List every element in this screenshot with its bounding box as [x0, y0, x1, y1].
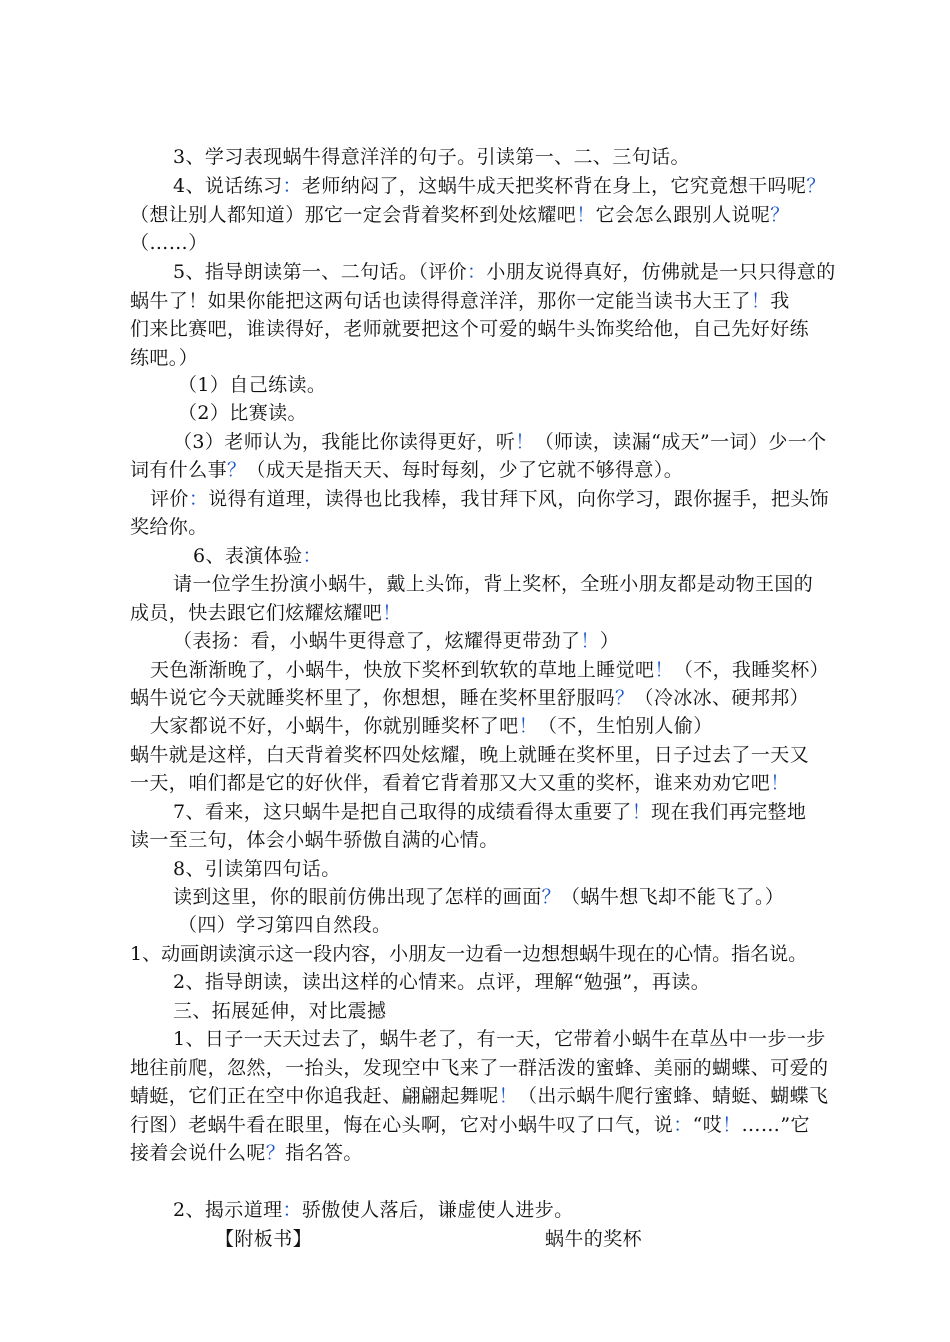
- text-line-7: 们来比赛吧，谁读得好，老师就要把这个可爱的蜗牛头饰奖给他，自己先好好练: [130, 318, 810, 340]
- text-line-23: 一天，咱们都是它的好伙伴，看着它背着那又大又重的奖杯，谁来劝劝它吧！: [130, 772, 790, 794]
- text-line-36: 接着会说什么呢？指名答。: [130, 1142, 363, 1164]
- text-line-33: 地往前爬，忽然，一抬头，发现空中飞来了一群活泼的蜜蜂、美丽的蝴蝶、可爱的: [130, 1057, 829, 1079]
- text-line-18: （表扬：看，小蜗牛更得意了，炫耀得更带劲了！）: [173, 630, 620, 652]
- text-line-27: 读到这里，你的眼前仿佛出现了怎样的画面？（蜗牛想飞却不能飞了。）: [173, 886, 785, 908]
- text-line-20: 蜗牛说它今天就睡奖杯里了，你想想，睡在奖杯里舒服吗？（冷冰冰、硬邦邦）: [130, 687, 810, 709]
- text-line-16: 请一位学生扮演小蜗牛，戴上头饰，背上奖杯，全班小朋友都是动物王国的: [173, 573, 814, 595]
- text-line-12: 词有什么事？（成天是指天天、每时每刻，少了它就不够得意）。: [130, 459, 684, 481]
- board-label: 【附板书】: [215, 1228, 313, 1250]
- board-title: 蜗牛的奖杯: [545, 1228, 643, 1250]
- text-line-4: （……）: [130, 232, 208, 254]
- text-line-26: 8、引读第四句话。: [173, 858, 341, 880]
- text-line-3: （想让别人都知道）那它一定会背着奖杯到处炫耀吧！它会怎么跟别人说呢？: [130, 204, 790, 226]
- text-line-25: 读一至三句，体会小蜗牛骄傲自满的心情。: [130, 829, 499, 851]
- text-line-35: 行图）老蜗牛看在眼里，悔在心头啊，它对小蜗牛叹了口气，说：“哎！……”它: [130, 1114, 810, 1136]
- text-line-19: 天色渐渐晚了，小蜗牛，快放下奖杯到软软的草地上睡觉吧！（不，我睡奖杯）: [150, 659, 830, 681]
- text-line-29: 1、动画朗读演示这一段内容，小朋友一边看一边想想蜗牛现在的心情。指名说。: [130, 943, 808, 965]
- text-line-2: 4、说话练习：老师纳闷了，这蜗牛成天把奖杯背在身上，它究竟想干吗呢？: [173, 175, 826, 197]
- text-line-22: 蜗牛就是这样，白天背着奖杯四处炫耀，晚上就睡在奖杯里，日子过去了一天又: [130, 744, 810, 766]
- text-line-34: 蜻蜓，它们正在空中你追我赶、翩翩起舞呢！（出示蜗牛爬行蜜蜂、蜻蜓、蝴蝶飞: [130, 1085, 829, 1107]
- text-line-17: 成员，快去跟它们炫耀炫耀吧！: [130, 602, 402, 624]
- text-line-11: （3）老师认为，我能比你读得更好，听！（师读，读漏“成天”一词）少一个: [173, 431, 827, 453]
- text-line-13: 评价：说得有道理，读得也比我棒，我甘拜下风，向你学习，跟你握手，把头饰: [150, 488, 830, 510]
- text-line-9: （1）自己练读。: [178, 374, 327, 396]
- text-line-30: 2、指导朗读，读出这样的心情来。点评，理解“勉强”，再读。: [173, 971, 711, 993]
- text-line-31: 三、拓展延伸，对比震撼: [173, 1000, 387, 1022]
- text-line-14: 奖给你。: [130, 516, 208, 538]
- text-line-24: 7、看来，这只蜗牛是把自己取得的成绩看得太重要了！现在我们再完整地: [173, 801, 807, 823]
- text-line-32: 1、日子一天天过去了，蜗牛老了，有一天，它带着小蜗牛在草丛中一步一步: [173, 1028, 826, 1050]
- text-line-37: 2、揭示道理：骄傲使人落后，谦虚使人进步。: [173, 1199, 574, 1221]
- text-line-15: 6、表演体验：: [193, 545, 322, 567]
- text-line-1: 3、学习表现蜗牛得意洋洋的句子。引读第一、二、三句话。: [173, 146, 690, 168]
- text-line-28: （四）学习第四自然段。: [178, 914, 392, 936]
- text-line-8: 练吧。）: [130, 347, 199, 369]
- text-line-10: （2）比赛读。: [178, 402, 307, 424]
- text-line-5: 5、指导朗读第一、二句话。（评价：小朋友说得真好，仿佛就是一只只得意的: [173, 261, 836, 283]
- text-line-21: 大家都说不好，小蜗牛，你就别睡奖杯了吧！（不，生怕别人偷）: [150, 715, 713, 737]
- text-line-6: 蜗牛了！如果你能把这两句话也读得得意洋洋，那你一定能当读书大王了！我: [130, 290, 790, 312]
